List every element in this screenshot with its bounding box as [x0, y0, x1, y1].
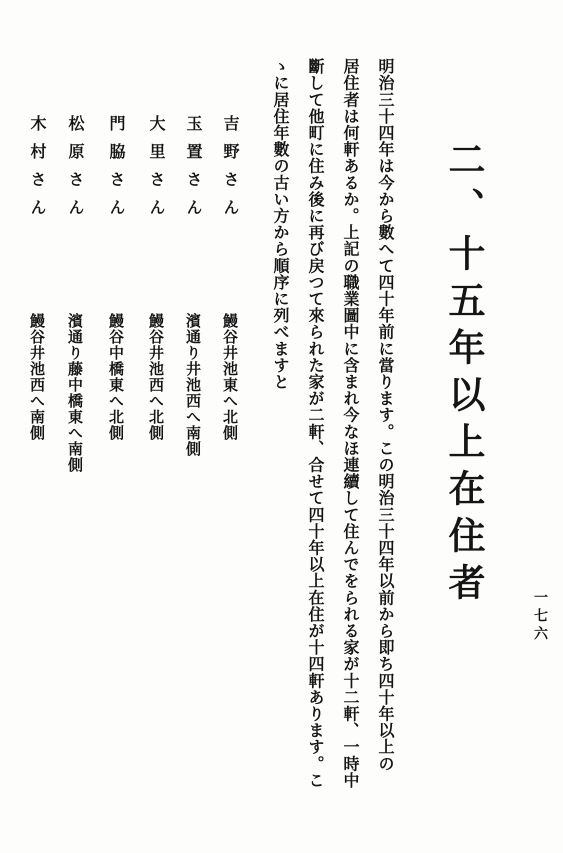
resident-name: 松原さん	[66, 115, 85, 227]
resident-address: 濱通り井池西へ南側	[184, 313, 202, 457]
paragraph-line-3: 斷して他町に住み後に再び戻つて來られた家が二軒、合せて四十年以上在住が十四軒あります。こ	[306, 58, 325, 789]
paragraph-line-2: 居住者は何軒あるか。上記の職業圖中に含まれ今なほ連續して住んでをられる家が十二軒、一時中	[341, 58, 360, 789]
resident-address: 濱通り藤中橋東へ南側	[66, 313, 84, 473]
resident-address: 鰻谷井池西へ北側	[147, 313, 165, 441]
resident-name: 門脇さん	[107, 115, 126, 227]
section-heading: 二、十五年以上在住者	[442, 140, 486, 610]
resident-address: 鰻谷中橋東へ北側	[107, 313, 125, 441]
resident-address: 鰻谷井池東へ北側	[221, 313, 239, 441]
paragraph-line-4: ゝに居住年數の古い方から順序に列べますと	[271, 58, 290, 390]
resident-name: 木村さん	[28, 115, 47, 227]
resident-name: 玉置さん	[184, 115, 203, 227]
paragraph-line-1: 明治三十四年は今から數へて四十年前に當ります。この明治三十四年以前から即ち四十年以上の	[376, 58, 395, 772]
resident-name: 吉野さん	[221, 115, 240, 227]
page-number: 一七六	[532, 590, 548, 644]
resident-address: 鰻谷井池西へ南側	[28, 313, 46, 441]
resident-name: 大里さん	[147, 115, 166, 227]
